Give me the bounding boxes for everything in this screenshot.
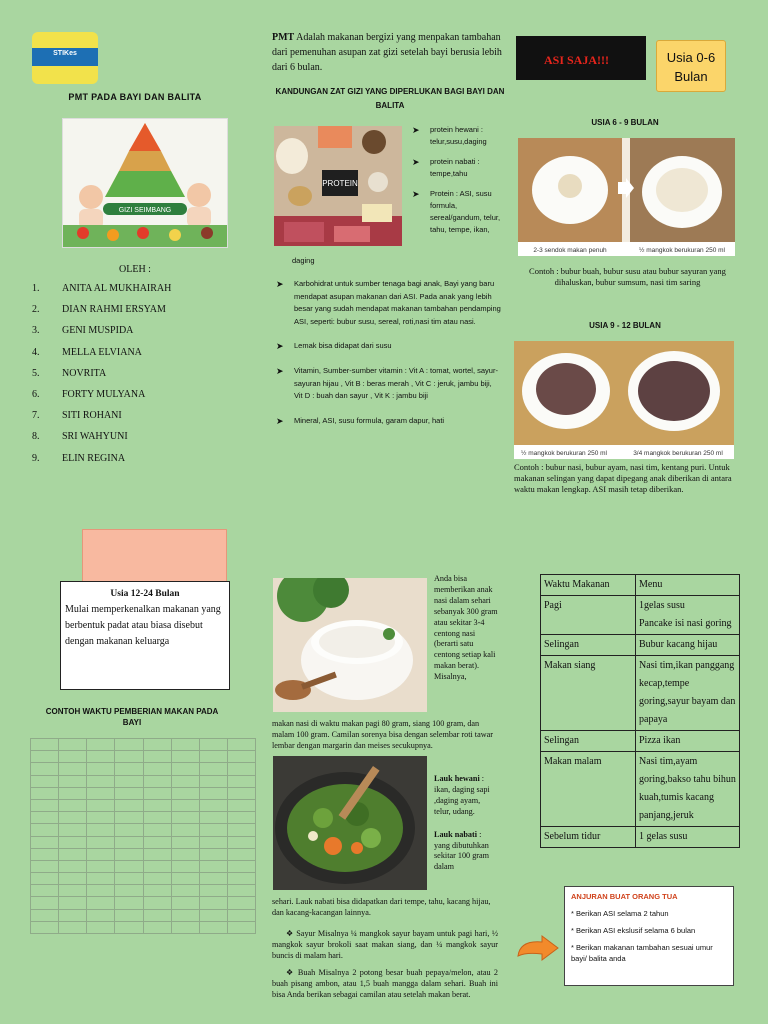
faint-table-row <box>31 824 256 836</box>
advice-item: * Berikan ASI ekslusif selama 6 bulan <box>571 926 696 935</box>
lauk-text-cont: sehari. Lauk nabati bisa didapatkan dari tempe, tahu, kacang hijau, dan kacang-kacangan lainnya. <box>272 897 491 917</box>
orange-decor-box <box>82 529 227 582</box>
faint-table-row <box>31 873 256 885</box>
faint-table-row <box>31 885 256 897</box>
faint-table-row <box>31 812 256 824</box>
author-heading: OLEH : <box>119 264 151 275</box>
pyramid-caption: GIZI SEIMBANG <box>118 207 172 214</box>
author-number: 5. <box>32 367 40 379</box>
menu-time-cell: Selingan <box>541 635 636 656</box>
faint-table-row <box>31 921 256 933</box>
nutrient-item: ➤ Lemak bisa didapat dari susu <box>276 340 502 353</box>
menu-food-cell: 1 gelas susu <box>636 827 740 848</box>
faint-table-row <box>31 848 256 860</box>
sayur-buah-text: ❖ Sayur Misalnya ¼ mangkok sayur bayam untuk pagi hari, ½ mangkok sayur brokoli saat makan siang, dan ¼ mangkok sayur buncis di malam hari. ❖ Buah Misalnya 2 potong besar buah pepaya/melon, atau 2 buah pisang ambon, atau 1,5 buah mangga dalam sehari. Buah ini bisa Anda berikan sebagai camilan atau setelah makan berat. <box>272 929 498 999</box>
nutrient-list <box>276 278 502 439</box>
protein-list <box>412 124 508 244</box>
author-number: 4. <box>32 346 40 358</box>
nutrient-item: ➤ Karbohidrat untuk sumber tenaga bagi anak, Bayi yang baru mendapat asupan makanan dari ASI. Pada anak yang lebih besar yang sudah mendapat makanan tambahan pendamping ASI, seperti: bubur susu, sereal, roti,nasi tim atau nasi. <box>276 278 502 328</box>
author-number: 3. <box>32 325 40 337</box>
menu-time-cell: Pagi <box>541 596 636 635</box>
svg-text:PROTEIN: PROTEIN <box>322 179 358 188</box>
photo912-right-caption: 3/4 mangkok berukuran 250 ml <box>633 450 723 457</box>
faint-table-row <box>31 799 256 811</box>
author-name: NOVRITA <box>62 367 107 379</box>
menu-food-cell: Bubur kacang hijau <box>636 635 740 656</box>
author-number: 9. <box>32 452 40 464</box>
faint-table-row <box>31 739 256 751</box>
asi-saja-banner: ASI SAJA!!! <box>516 36 646 80</box>
parent-advice-box: ANJURAN BUAT ORANG TUA * Berikan ASI selama 2 tahun * Berikan ASI ekslusif selama 6 bulan * Berikan makanan tambahan sesuai umur bayi/ balita anda <box>564 886 734 986</box>
photo69-right-caption: ½ mangkok berukuran 250 ml <box>639 247 725 254</box>
nutrient-item: ➤ Vitamin, Sumber-sumber vitamin : Vit A : tomat, wortel, sayur-sayuran hijau , Vit B : beras merah , Vit C : jeruk, jambu biji, Vit D : buah dan sayur , Vit K : jambu biji <box>276 365 502 403</box>
advice-item: * Berikan makanan tambahan sesuai umur bayi/ balita anda <box>571 943 713 963</box>
nutrient-heading: KANDUNGAN ZAT GIZI YANG DIPERLUKAN BAGI BAYI DAN BALITA <box>275 87 505 110</box>
author-number: 2. <box>32 304 40 316</box>
stir-fry-vegetables-image <box>273 756 427 890</box>
author-item <box>22 368 171 389</box>
faint-table-row <box>31 909 256 921</box>
menu-food-cell: Nasi tim,ayam goring,bakso tahu bihun kuah,tumis kacang panjang,jeruk <box>636 752 740 827</box>
advice-item: * Berikan ASI selama 2 tahun <box>571 909 669 918</box>
usia-12-24-box: Usia 12-24 Bulan Mulai memperkenalkan makanan yang berbentuk padat atau biasa disebut dengan makanan keluarga <box>60 581 230 690</box>
food-pyramid-image <box>62 118 228 248</box>
usia-6-9-heading: USIA 6 - 9 BULAN <box>591 118 659 127</box>
lauk-text: Lauk hewani : ikan, daging sapi ,daging ayam, telur, udang. Lauk nabati : yang dibutuhkan sekitar 100 gram dalam <box>434 774 490 872</box>
nutrient-item: ➤ Mineral, ASI, susu formula, garam dapur, hati <box>276 415 502 428</box>
author-name: SITI ROHANI <box>62 410 122 422</box>
faint-table-row <box>31 751 256 763</box>
photo69-left-caption: 2-3 sendok makan penuh <box>533 247 607 254</box>
porridge-6-9-photos <box>518 138 735 256</box>
usia-9-12-heading: USIA 9 - 12 BULAN <box>589 321 661 330</box>
rice-portion-text-cont: makan nasi di waktu makan pagi 80 gram, siang 100 gram, dan malam 100 gram. Camilan sorenya bisa dengan selembar roti tawar lembar dengan margarin dan meises secukupnya. <box>272 719 493 750</box>
author-item <box>22 347 171 368</box>
menu-time-cell: Makan siang <box>541 656 636 731</box>
author-name: ANITA AL MUKHAIRAH <box>62 283 172 294</box>
pmt-title: PMT PADA BAYI DAN BALITA <box>68 92 202 102</box>
usia-6-9-caption: Contoh : bubur buah, bubur susu atau bubur sayuran yang dihaluskan, bubur sumsum, nasi tim saring <box>529 266 726 287</box>
author-list <box>22 283 171 474</box>
menu-food-cell: Nasi tim,ikan panggang kecap,tempe goring,sayur bayam dan papaya <box>636 656 740 731</box>
pmt-definition: PMT Adalah makanan bergizi yang menpakan tambahan dari pemenuhan asupan zat gizi setelah bayi berusia lebih dari 6 bulan. <box>272 32 502 73</box>
protein-item: ➤ Protein : ASI, susu formula, sereal/gandum, telur, tahu, tempe, ikan, <box>412 188 508 236</box>
menu-time-cell: Sebelum tidur <box>541 827 636 848</box>
faint-table-row <box>31 763 256 775</box>
daging-text: daging <box>292 256 315 265</box>
author-item <box>22 304 171 325</box>
author-name: DIAN RAHMI ERSYAM <box>62 304 166 316</box>
menu-food-cell: Pizza ikan <box>636 731 740 752</box>
menu-row <box>541 731 740 752</box>
faint-table-row <box>31 860 256 872</box>
author-number: 7. <box>32 410 40 422</box>
usia-9-12-caption: Contoh : bubur nasi, bubur ayam, nasi tim, kentang puri. Untuk makanan selingan yang dapat dipegang anak diberikan di antara waktu makan lengkap. ASI masih tetap diberikan. <box>514 462 732 494</box>
faint-table-row <box>31 836 256 848</box>
rice-bowl-image <box>273 578 427 712</box>
usia-0-6-box: Usia 0-6 Bulan <box>656 40 726 92</box>
author-name: GENI MUSPIDA <box>62 325 134 337</box>
menu-header-cell: Waktu Makanan <box>541 575 636 596</box>
feeding-schedule-heading: CONTOH WAKTU PEMBERIAN MAKAN PADA BAYI <box>45 707 219 727</box>
rice-portion-text: Anda bisa memberikan anak nasi dalam sehari sebanyak 300 gram atau sekitar 3-4 centong nasi (berarti satu centong setiap kali makan berat). Misalnya, <box>434 574 498 682</box>
author-name: MELLA ELVIANA <box>62 346 142 358</box>
faint-schedule-table <box>30 738 256 934</box>
menu-time-cell: Makan malam <box>541 752 636 827</box>
author-item <box>22 389 171 410</box>
author-name: ELIN REGINA <box>62 452 126 464</box>
author-item <box>22 453 171 474</box>
orange-curved-arrow-icon <box>514 934 562 966</box>
faint-table-row <box>31 897 256 909</box>
protein-item: ➤ protein hewani : telur,susu,daging <box>412 124 508 148</box>
protein-item: ➤ protein nabati : tempe,tahu <box>412 156 508 180</box>
porridge-9-12-photos <box>514 341 734 459</box>
author-number: 8. <box>32 431 40 443</box>
author-item <box>22 431 171 452</box>
author-name: SRI WAHYUNI <box>62 431 128 443</box>
menu-time-cell: Selingan <box>541 731 636 752</box>
school-logo: STIKes <box>32 32 98 84</box>
photo912-left-caption: ½ mangkok berukuran 250 ml <box>521 450 607 457</box>
faint-table-row <box>31 787 256 799</box>
menu-row <box>541 596 740 635</box>
menu-table <box>540 574 740 848</box>
menu-row <box>541 656 740 731</box>
menu-row <box>541 635 740 656</box>
author-item <box>22 410 171 431</box>
menu-row <box>541 752 740 827</box>
menu-header-row <box>541 575 740 596</box>
menu-row <box>541 827 740 848</box>
faint-table-row <box>31 775 256 787</box>
author-name: FORTY MULYANA <box>62 388 146 400</box>
author-item <box>22 325 171 346</box>
protein-foods-image <box>274 126 402 246</box>
author-number: 1. <box>32 283 40 294</box>
author-item <box>22 283 171 304</box>
menu-food-cell: 1gelas susu Pancake isi nasi goring <box>636 596 740 635</box>
author-number: 6. <box>32 388 40 400</box>
menu-header-cell: Menu <box>636 575 740 596</box>
